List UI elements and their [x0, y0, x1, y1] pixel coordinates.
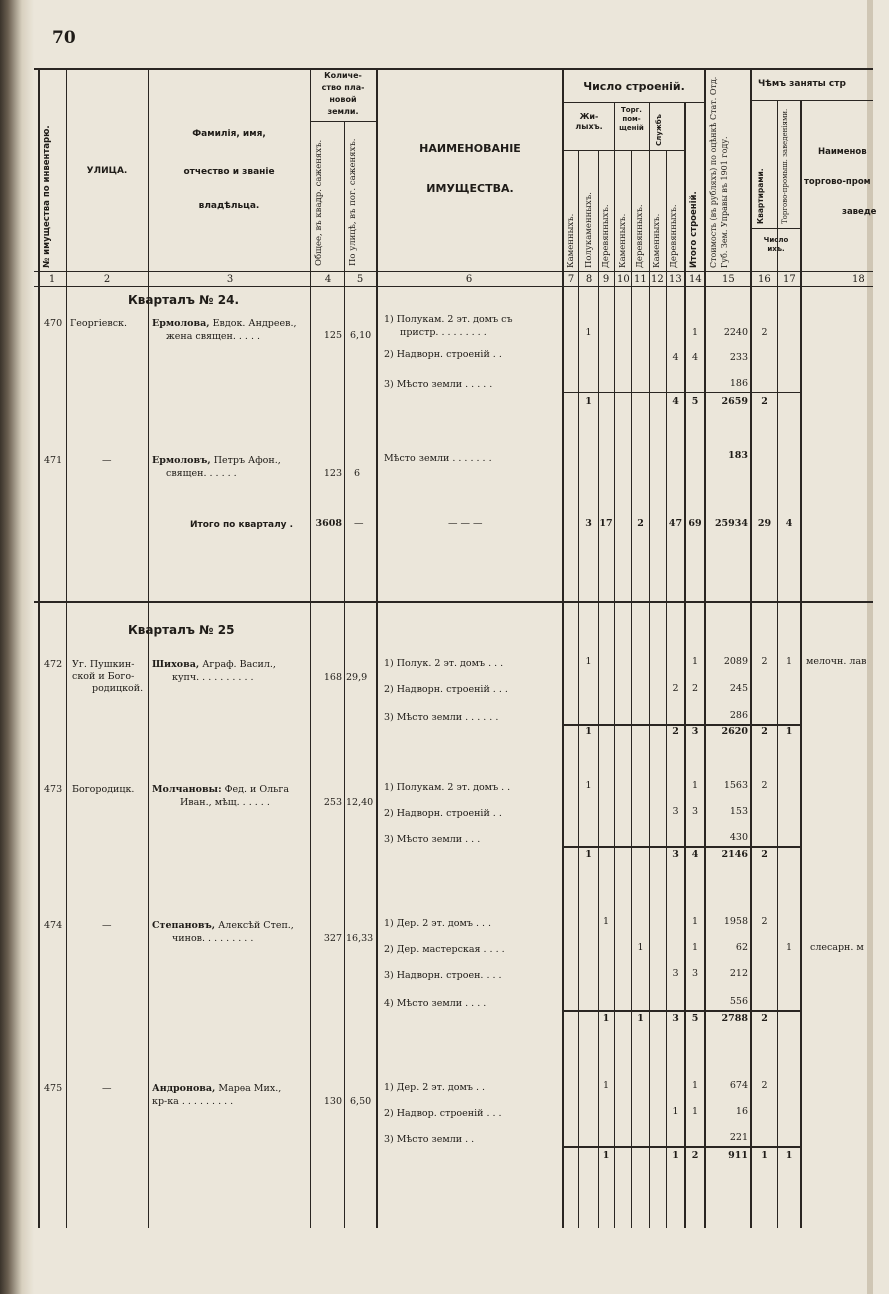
vline-10	[614, 102, 615, 1228]
item-1: 1) Полукам. 2 эт. домъ съ	[384, 314, 513, 325]
colnum-4: 4	[324, 274, 332, 285]
cell-c18: мелочн. лав	[806, 656, 867, 667]
cell-c8: 1	[585, 327, 592, 338]
owner-name: Алексѣй Степ.,	[215, 920, 294, 931]
land-sub-divider	[310, 121, 376, 122]
vline-3	[148, 68, 149, 1228]
owner-surname: Степановъ,	[152, 920, 216, 931]
row-no: 470	[44, 318, 63, 329]
owner-title: Иван., мѣщ. . . . . .	[180, 797, 270, 808]
sum-c16: 2	[761, 849, 768, 860]
cell-c14: 3	[691, 968, 699, 979]
sum-c14: 2	[691, 1150, 699, 1161]
row-street: Богородицк.	[72, 784, 135, 795]
cell-c15: 2240	[723, 327, 748, 338]
sum-c8: 1	[585, 849, 592, 860]
sum-c14: 5	[691, 1013, 699, 1024]
cell-c13: 2	[672, 683, 679, 694]
header-owner-l3: владѣльца.	[198, 201, 260, 211]
item-1: Мѣсто земли . . . . . . .	[384, 453, 492, 464]
sum-c13: 2	[672, 726, 679, 737]
sum-c13: 3	[672, 1013, 679, 1024]
sum-c14: 4	[691, 849, 699, 860]
colnum-13: 13	[669, 274, 682, 285]
colnum-12: 12	[651, 274, 664, 285]
total-land: 3608	[315, 518, 342, 529]
cell-c18: слесарн. м	[810, 942, 864, 953]
table-top-border	[34, 68, 873, 70]
owner-title: купч. . . . . . . . . .	[172, 672, 254, 683]
colnum-8: 8	[585, 274, 593, 285]
land-total: 123	[323, 468, 342, 479]
land-street: 6,50	[350, 1096, 372, 1107]
cell-c8: 1	[585, 656, 592, 667]
cell-c15: 286	[729, 710, 748, 721]
cell-c15: 212	[729, 968, 748, 979]
land-total: 253	[323, 797, 342, 808]
row-no: 473	[44, 784, 63, 795]
sum-c15: 911	[728, 1150, 748, 1161]
cell-c16: 2	[761, 1080, 768, 1091]
sum-c8: 1	[585, 396, 592, 407]
land-street: 29,9	[346, 672, 368, 683]
cell-c15: 674	[729, 1080, 748, 1091]
row-street-l1: Уг. Пушкин-	[72, 659, 135, 670]
row-no: 472	[44, 659, 63, 670]
row-street: —	[102, 1083, 112, 1094]
item-1-cont: пристр. . . . . . . . .	[400, 327, 487, 338]
header-owner-l2: отчество и званіе	[183, 167, 275, 177]
cell-c16: 2	[761, 780, 768, 791]
cell-c15: 556	[729, 996, 748, 1007]
sum-c14: 3	[691, 726, 699, 737]
cell-c17: 1	[785, 656, 793, 667]
item-1: 1) Полукам. 2 эт. домъ . .	[384, 782, 511, 793]
sum-rule	[564, 1010, 800, 1012]
header-value: Стоимость (въ рубляхъ) по оцѣнкѣ Стат. Отд. Губ. Зем. Управы въ 1901 году.	[709, 76, 729, 268]
row-street-l3: родицкой.	[92, 683, 144, 694]
land-total: 130	[323, 1096, 342, 1107]
land-street: 12,40	[346, 797, 374, 808]
sum-c16: 2	[761, 1013, 768, 1024]
cell-c9: 1	[602, 1080, 610, 1091]
sum-c13: 4	[672, 396, 679, 407]
row-no: 475	[44, 1083, 63, 1094]
item-4: 4) Мѣсто земли . . . .	[384, 998, 487, 1009]
sum-c15: 2788	[721, 1013, 748, 1024]
sum-c17: 1	[785, 1150, 793, 1161]
colnum-5: 5	[356, 274, 364, 285]
vline-5	[344, 121, 345, 1228]
header-apartments: Квартирами.	[756, 168, 765, 224]
item-2: 2) Дер. мастерская . . . .	[384, 944, 505, 955]
header-bottom-border	[34, 271, 873, 272]
sum-c16: 2	[761, 396, 768, 407]
land-street: 6,10	[350, 330, 372, 341]
sum-c13: 3	[672, 849, 679, 860]
cell-c15: 233	[729, 352, 748, 363]
vline-11	[631, 150, 632, 1228]
sum-c15: 2620	[721, 726, 748, 737]
header-total-buildings: Итого строеній.	[689, 191, 699, 268]
count-divider	[750, 228, 800, 229]
header-trade: Торг. пом- щеній	[619, 106, 644, 132]
cell-c12: 1	[672, 1106, 679, 1117]
sum-rule	[564, 392, 800, 393]
sum-c11: 1	[637, 1013, 644, 1024]
total-c11: 2	[637, 518, 644, 529]
occupied-sub-divider	[750, 100, 873, 101]
sum-c15: 2659	[721, 396, 748, 407]
sum-c16: 2	[761, 726, 768, 737]
colnum-14: 14	[689, 274, 702, 285]
colnum-7: 7	[567, 274, 575, 285]
colnum-10: 10	[617, 274, 630, 285]
header-property-l2: ИМУЩЕСТВА.	[426, 182, 514, 195]
land-total: 125	[323, 330, 342, 341]
header-occupied-title: Чѣмъ заняты стр	[758, 79, 846, 89]
header-buildings-title: Число строеній.	[583, 80, 685, 93]
cell-c8: 1	[585, 780, 592, 791]
cell-c14: 3	[691, 806, 699, 817]
header-service: Службъ	[655, 114, 663, 146]
sum-rule	[564, 846, 800, 848]
header-land-qty: Количе- ство пла- новой земли.	[321, 71, 365, 116]
colnum-3: 3	[226, 274, 234, 285]
header-street: УЛИЦА.	[86, 166, 128, 176]
item-3: 3) Мѣсто земли . .	[384, 1134, 475, 1145]
cell-c17: 1	[785, 942, 793, 953]
total-street: —	[354, 518, 364, 529]
row-street: —	[102, 455, 112, 466]
vline-18	[800, 100, 802, 1228]
item-3: 3) Мѣсто земли . . . . .	[384, 379, 493, 390]
sum-rule	[564, 1146, 800, 1148]
total-c8: 3	[585, 518, 592, 529]
sum-c16: 1	[761, 1150, 768, 1161]
colnum-9: 9	[602, 274, 610, 285]
cell-c13: 3	[672, 806, 679, 817]
colnum-15: 15	[722, 274, 735, 285]
page-edge-left	[0, 0, 34, 1294]
colnum-bottom-border	[34, 286, 873, 287]
item-2: 2) Надворн. строеній . .	[384, 808, 502, 819]
item-2: 2) Надвор. строеній . . .	[384, 1108, 502, 1119]
cell-c15: 62	[735, 942, 748, 953]
vline-12	[649, 102, 650, 1228]
owner-title: кр-ка . . . . . . . . .	[152, 1096, 234, 1107]
owner-name: Фед. и Ольга	[221, 784, 289, 795]
sum-c14: 5	[691, 396, 699, 407]
owner-name: Евдок. Андреев.,	[209, 318, 297, 329]
colnum-2: 2	[103, 274, 111, 285]
cell-c16: 2	[761, 656, 768, 667]
total-item: — — —	[448, 518, 483, 529]
cell-c13: 3	[672, 968, 679, 979]
colnum-6: 6	[465, 274, 473, 285]
header-wooden3: Деревянныхъ.	[669, 204, 679, 268]
cell-c15: 16	[735, 1106, 748, 1117]
header-owner-l1: Фамилія, имя,	[192, 129, 266, 139]
item-1: 1) Дер. 2 эт. домъ . . .	[384, 918, 492, 929]
header-property-l1: НАИМЕНОВАНІЕ	[419, 142, 521, 155]
header-stone3: Каменныхъ.	[652, 213, 662, 268]
header-semistone: Полукаменныхъ.	[584, 192, 594, 268]
sum-c9: 1	[602, 1150, 610, 1161]
vline-6	[376, 68, 378, 1228]
block-title-25: Кварталъ № 25	[128, 623, 235, 637]
item-1: 1) Полук. 2 эт. домъ . . .	[384, 658, 504, 669]
cell-c16: 2	[761, 916, 768, 927]
cell-c14: 2	[691, 683, 699, 694]
cell-c14: 4	[691, 352, 699, 363]
page-number: 70	[52, 28, 76, 48]
cell-c15: 183	[728, 450, 748, 461]
header-stone2: Каменныхъ.	[618, 213, 628, 268]
vline-8	[578, 150, 579, 1228]
vline-7	[562, 68, 564, 1228]
total-label: Итого по кварталу .	[190, 520, 294, 530]
row-no: 471	[44, 455, 63, 466]
owner-title: чинов. . . . . . . . .	[172, 933, 254, 944]
vline-2	[66, 68, 67, 1228]
total-c17: 4	[785, 518, 793, 529]
owner-title: жена священ. . . . .	[166, 331, 261, 342]
row-no: 474	[44, 920, 63, 931]
block-title-24: Кварталъ № 24.	[128, 293, 239, 307]
header-residential: Жи- лыхъ.	[575, 112, 603, 131]
cell-c15: 1563	[723, 780, 748, 791]
sum-c17: 1	[785, 726, 793, 737]
owner-surname: Шихова,	[152, 659, 200, 670]
header-name-est: Наименов торгово-пром заведе	[804, 147, 877, 217]
header-count: Число ихъ.	[763, 236, 789, 253]
cell-c15: 221	[729, 1132, 748, 1143]
cell-c15: 153	[729, 806, 748, 817]
item-3: 3) Мѣсто земли . . .	[384, 834, 481, 845]
owner-surname: Ермоловъ,	[152, 455, 211, 466]
cell-c16: 2	[761, 327, 768, 338]
cell-c15: 245	[729, 683, 748, 694]
cell-c15: 1958	[723, 916, 748, 927]
sum-c13: 1	[672, 1150, 679, 1161]
vline-1	[38, 68, 40, 1228]
owner-surname: Андронова,	[152, 1083, 216, 1094]
header-land-street: По улицѣ, въ пог. саженяхъ.	[348, 138, 358, 266]
land-street: 6	[354, 468, 361, 479]
vline-15	[704, 68, 706, 1228]
land-total: 327	[323, 933, 342, 944]
owner-title: священ. . . . . .	[166, 468, 237, 479]
header-inventory-no: № имущества по инвентарю.	[42, 125, 52, 268]
item-2: 2) Надворн. строеній . .	[384, 349, 502, 360]
section-divider	[34, 601, 873, 603]
row-street: Георгіевск.	[70, 318, 127, 329]
header-stone: Каменныхъ.	[566, 213, 576, 268]
cell-c14: 1	[691, 916, 699, 927]
cell-c14: 1	[691, 780, 699, 791]
item-3: 3) Мѣсто земли . . . . . .	[384, 712, 499, 723]
cell-c14: 1	[691, 656, 699, 667]
colnum-11: 11	[634, 274, 647, 285]
vline-9	[598, 150, 599, 1228]
cell-c9: 1	[602, 916, 610, 927]
cell-c15: 430	[729, 832, 748, 843]
row-street-l2: ской и Бого-	[72, 671, 135, 682]
sum-c15: 2146	[721, 849, 748, 860]
cell-c14: 1	[691, 327, 699, 338]
colnum-1: 1	[48, 274, 56, 285]
cell-c14: 1	[691, 1106, 699, 1117]
sum-c8: 1	[585, 726, 592, 737]
owner-name: Петръ Афон.,	[210, 455, 281, 466]
buildings-sub-divider	[562, 102, 704, 103]
owner-name: Марѳа Мих.,	[215, 1083, 282, 1094]
header-wooden: Деревянныхъ.	[601, 204, 611, 268]
colnum-18: 18	[852, 274, 865, 285]
cell-c14: 1	[691, 1080, 699, 1091]
total-c13: 47	[668, 518, 683, 529]
colnum-16: 16	[758, 274, 771, 285]
item-2: 2) Надворн. строеній . . .	[384, 684, 508, 695]
cell-c11: 1	[637, 942, 644, 953]
header-land-total: Общее, въ квадр. саженяхъ.	[314, 139, 324, 266]
total-c9: 17	[599, 518, 613, 529]
owner-surname: Молчановы:	[152, 784, 222, 795]
colnum-17: 17	[783, 274, 796, 285]
sum-c9: 1	[602, 1013, 610, 1024]
land-total: 168	[323, 672, 342, 683]
vline-4	[310, 68, 311, 1228]
header-trade-est: Торгово-промыш. заведеніями.	[781, 108, 789, 224]
owner-name: Аграф. Васил.,	[199, 659, 276, 670]
land-street: 16,33	[346, 933, 374, 944]
total-c16: 29	[757, 518, 772, 529]
item-3: 3) Надворн. строен. . . .	[384, 970, 502, 981]
total-c14: 69	[688, 518, 702, 529]
cell-c15: 2089	[723, 656, 748, 667]
cell-c14: 1	[691, 942, 699, 953]
row-street: —	[102, 920, 112, 931]
total-c15: 25934	[714, 518, 748, 529]
cell-c15: 186	[729, 378, 748, 389]
item-1: 1) Дер. 2 эт. домъ . .	[384, 1082, 485, 1093]
header-wooden2: Деревянныхъ.	[635, 204, 645, 268]
cell-c13: 4	[672, 352, 679, 363]
owner-surname: Ермолова,	[152, 318, 210, 329]
